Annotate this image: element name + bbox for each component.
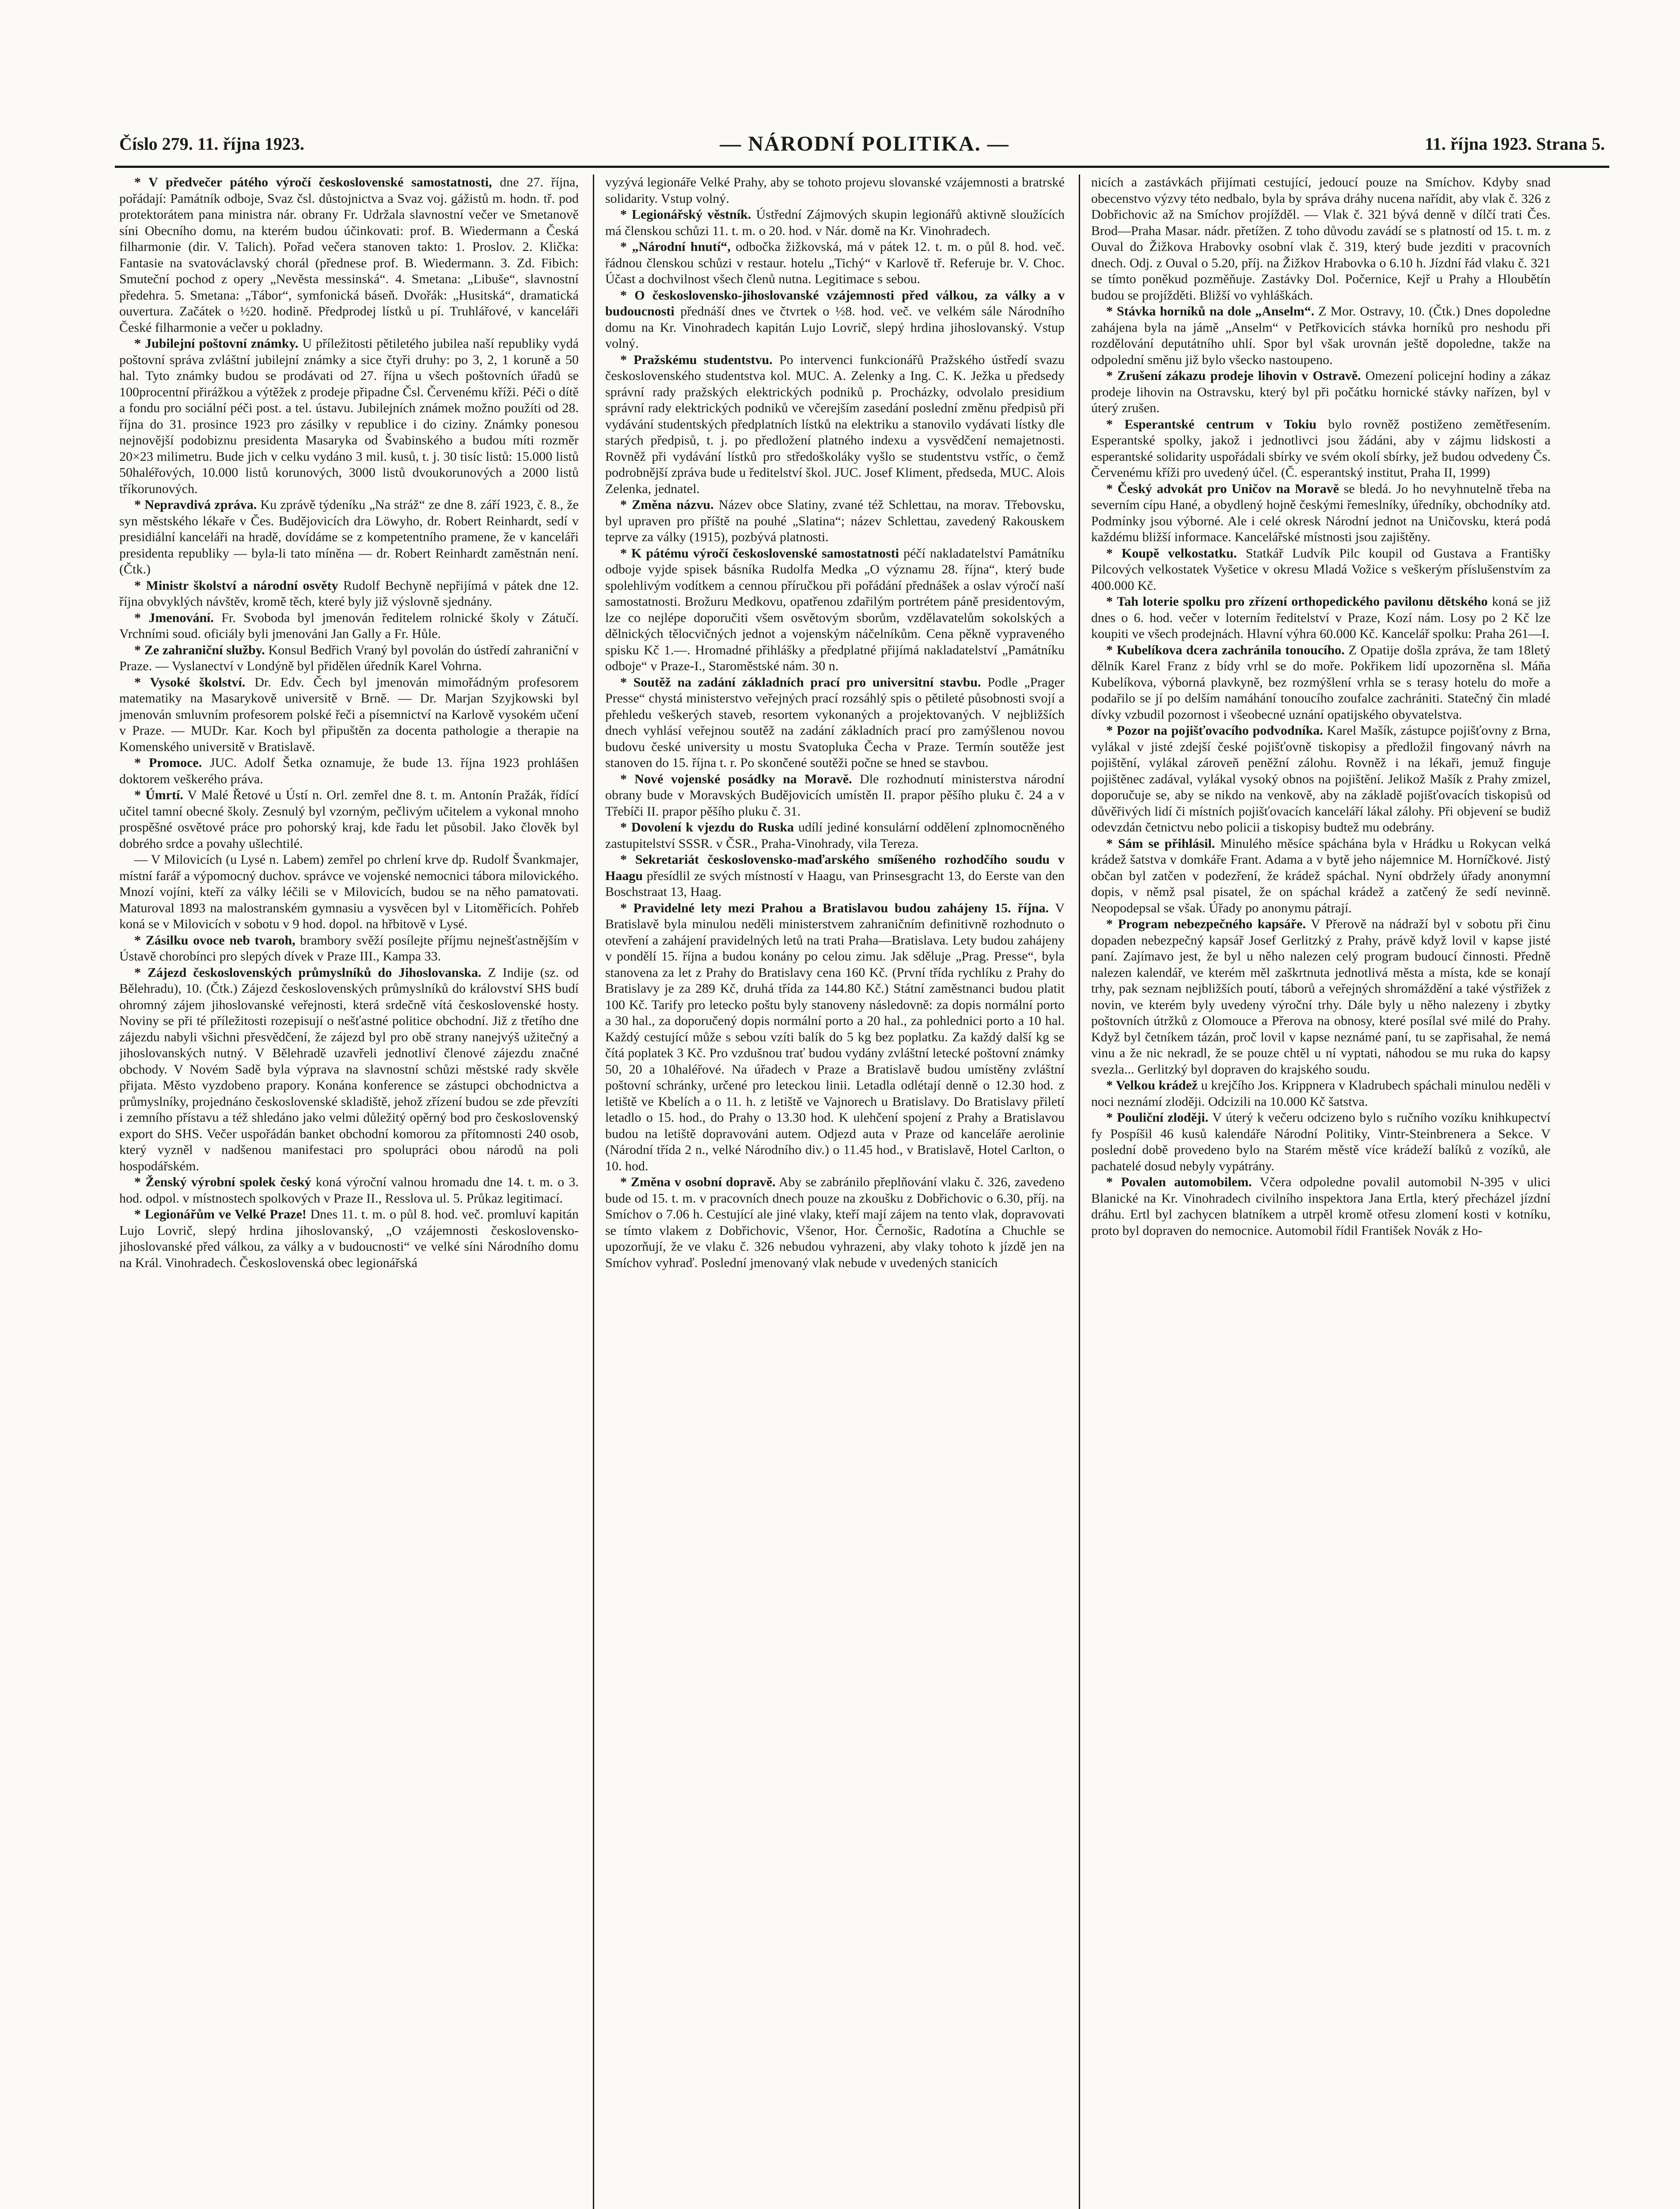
news-headline: * Tah loterie spolku pro zřízení orthopedického pavilonu dětského xyxy=(1106,594,1488,609)
news-headline: * Změna v osobní dopravě. xyxy=(620,1175,776,1189)
news-text: péčí nakladatelství Památníku odboje vyjde spisek básníka Rudolfa Medka „O významu 28. října“, který bude spolehlivým vodítkem a cennou příručkou při pořádání přednášek a oslav výročí naší samostatnosti. Brožuru Medkovu, opatřenou zdařilým portrétem páně presidentovým, lze co nejlépe doporučiti všem osvětovým sborům, vzdělavatelům sokolských a dělnických tělocvičných jednot a vojenským náčelníkům. Cena pěkně vypraveného spisku Kč 1.—. Hromadné přihlášky a předplatné přijímá nakladatelství „Památníku odboje“ v Praze-I., Staroměstské nám. 30 n. xyxy=(605,546,1065,673)
column-divider xyxy=(593,175,594,2209)
news-item xyxy=(119,787,579,852)
news-item xyxy=(1091,304,1551,368)
news-text: U příležitosti pětiletého jubilea naší republiky vydá poštovní správa zvláštní jubilejní známky a sice čtyři druhy: po 3, 2, 1 koruně a 50 hal. Tyto známky budou se prodávati od 27. října u všech poštovních úřadů se 100procentní přirážkou a výtěžek z prodeje připadne Čsl. Červenému kříži. Péči o dítě a fondu pro sociální péči post. a tel. ústavu. Jubilejních známek možno použíti od 28. října do 31. prosince 1923 pro zásilky v republice i do ciziny. Známky ponesou nejnovější podobiznu presidenta Masaryka od Švabinského a budou míti rozměr 20×23 milimetru. Bude jich v celku vydáno 3 mil. kusů, t. j. 30 tisíc listů: 15.000 listů 50haléřových, 10.000 listů korunových, 3000 listů dvoukorunových a 2000 listů tříkorunových. xyxy=(119,336,579,496)
news-headline: * Povalen automobilem. xyxy=(1106,1175,1252,1189)
news-text: Konsul Bedřich Vraný byl povolán do ústředí zahraniční v Praze. — Vyslanectví v Londýně byl přidělen úředník Karel Vohrna. xyxy=(119,642,579,673)
news-item xyxy=(119,1207,579,1271)
news-item xyxy=(605,771,1065,820)
news-item xyxy=(605,288,1065,352)
news-item xyxy=(605,820,1065,852)
news-text: Dle rozhodnutí ministerstva národní obrany bude v Moravských Budějovicích umístěn II. prapor pěšího pluku č. 24 a v Třebíči II. prapor pěšího pluku č. 31. xyxy=(605,771,1065,819)
news-headline: * Stávka horníků na dole „Anselm“. xyxy=(1106,304,1315,319)
news-headline: * V předvečer pátého výročí československé samostatnosti, xyxy=(134,175,492,190)
news-text: Dnes 11. t. m. o půl 8. hod. več. promluví kapitán Lujo Lovrič, slepý hrdina jihoslovanský, „O vzájemnosti československo-jihoslovanské před válkou, za války a v budoucnosti“ ve velké síni Národního domu na Král. Vinohradech. Československá obec legionářská xyxy=(119,1207,579,1270)
news-item xyxy=(119,1174,579,1207)
news-headline: * Zájezd československých průmyslníků do Jihoslovanska. xyxy=(134,965,482,980)
news-item xyxy=(605,900,1065,1175)
news-headline: * Ženský výrobní spolek český xyxy=(134,1175,311,1189)
news-text: Název obce Slatiny, zvané též Schlettau, na morav. Třebovsku, byl upraven pro příště na pouhé „Slatina“; název Schlettau, zavedený Rakouskem teprve za války (1915), pozbývá platnosti. xyxy=(605,497,1065,544)
column-1 xyxy=(119,175,579,2209)
news-item xyxy=(119,497,579,578)
news-item xyxy=(1091,175,1551,304)
news-text: Z Opatije došla zpráva, že tam 18letý dělník Karel Franz z bídy vrhl se do moře. Pokřikem lidí upozorněna sl. Máňa Kubelíkova, výborná plavkyně, bez rozmýšlení vrhla se s terasy hotelu do moře a podařilo se jí po delším namáhání tonoucího zoufalce zachrániti. Statečný čin mladé dívky vzbudil pozornost i všeobecné uznání opatijského obyvatelstva. xyxy=(1091,642,1551,722)
news-text: udílí jediné konsulární oddělení zplnomocněného zastupitelství SSSR. v ČSR., Praha-Vinohrady, vila Tereza. xyxy=(605,820,1065,851)
news-headline: * Pražskému studentstvu. xyxy=(620,352,773,367)
news-headline: * Jmenování. xyxy=(134,610,214,625)
news-text: koná výroční valnou hromadu dne 14. t. m. o 3. hod. odpol. v místnostech spolkových v Praze II., Resslova ul. 5. Průkaz legitimací. xyxy=(119,1175,579,1206)
news-item xyxy=(119,933,579,965)
news-item xyxy=(605,352,1065,497)
news-item xyxy=(119,642,579,675)
news-text: vyzývá legionáře Velké Prahy, aby se tohoto projevu slovanské vzájemnosti a bratrské solidarity. Vstup volný. xyxy=(605,175,1065,206)
news-text: Statkář Ludvík Pilc koupil od Gustava a Františky Pilcových velkostatek Vyšetice v okresu Mladá Vožice s veškerým příslušenstvím za 400.000 Kč. xyxy=(1091,546,1551,593)
news-text: nicích a zastávkách přijímati cestující, jedoucí pouze na Smíchov. Kdyby snad obecenstvo výzvy této nedbalo, byla by správa dráhy nucena nařídit, aby vlak č. 326 z Dobřichovic až na Smíchov projížděl. — Vlak č. 321 bývá denně v dílčí trati Čes. Brod—Praha Masar. nádr. přetížen. Z toho důvodu zavádí se s platností od 15. t. m. z Ouval do Žižkova Hrabovky osobní vlak č. 319, který bude jezditi v pracovních dnech. Odj. z Ouval o 5.20, příj. na Žižkov Hrabovka o 6.10 h. Jízdní řád vlaku č. 321 se tímto poněkud pozměňuje. Zastávky Dol. Počernice, Kejř u Prahy a Hloubětín budou se projížděti. Bližší vo vyhláškách. xyxy=(1091,175,1551,303)
issue-number-date: Číslo 279. 11. října 1923. xyxy=(119,133,304,154)
news-text: přesídlil ze svých místností v Haagu, van Prinsesgracht 13, do Eerste van den Boschstraat 13, Haag. xyxy=(605,868,1065,899)
news-headline: * Pouliční zloději. xyxy=(1106,1110,1209,1125)
news-headline: * Sekretariát československo-maďarského smíšeného rozhodčího soudu v Haagu xyxy=(605,852,1065,883)
news-text: Minulého měsíce spáchána byla v Hrádku u Rokycan velká krádež šatstva v domkáře Frant. Adama a v bytě jeho nájemnice M. Horníčkové. Jistý občan byl zatčen v podezření, že krádež spáchal. Nyní obdržely úřady anonymní dopis, v němž psal pisatel, že on spáchal krádež a zatčený že sedí nevinně. Neopodepsal se však. Úřady po anonymu pátrají. xyxy=(1091,836,1551,915)
news-item xyxy=(1091,642,1551,723)
news-text: u krejčího Jos. Krippnera v Kladrubech spáchali minulou neděli v noci neznámí zloději. Odcizili na 10.000 Kč šatstva. xyxy=(1091,1078,1551,1109)
news-text: JUC. Adolf Šetka oznamuje, že bude 13. října 1923 prohlášen doktorem veškerého práva. xyxy=(119,755,579,786)
news-text: V úterý k večeru odcizeno bylo s ručního vozíku knihkupectví fy Pospíšil 46 kusů kalendáře Národní Politiky, Vintr-Steinbrenera a Sekce. V poslední době provedeno bylo na Starém městě více krádeží balíků z vozíků, ale pachatelé dosud nebyly vypátrány. xyxy=(1091,1110,1551,1173)
news-text: Karel Mašík, zástupce pojišťovny z Brna, vylákal v jisté zdejší české pojišťovně tiskopisy a předložil fingovaný návrh na pojištění, vylákal zároveň peněžní zálohu. Rovněž i na lékaři, jemuž finguje pojištěnec zadával, vylákal vysoký obnos na pojištění. Jelikož Mašík z Prahy zmizel, doporučuje se, aby se nikdo na venkově, aby na základě pojišťovacích tiskopisů od důvěřivých lidí či místních pojišťovacích kanceláří lákal zálohy. Při objevení se budiž odevzdán četnictvu nebo policii a tiskopisy budtež mu odebrány. xyxy=(1091,723,1551,835)
column-divider xyxy=(1079,175,1080,2209)
news-headline: * Nové vojenské posádky na Moravě. xyxy=(620,771,852,786)
masthead-title: — NÁRODNÍ POLITIKA. — xyxy=(720,132,1009,156)
news-item xyxy=(605,675,1065,771)
news-text: Z Indije (sz. od Bělehradu), 10. (Čtk.) Zájezd československých průmyslníků do království SHS budí ohromný zájem jihoslovanské veřejnosti, která srdečně vítá československé hosty. Noviny se při té příležitosti rozepisují o nešťastné politice obchodní. Již z třetího dne zájezdu nabyli všichni přesvědčení, že zájezd byl pro obě strany nanejvýš užitečný a jihoslovanských nutný. V Bělehradě uzavřeli jednotliví členové zájezdu značné obchody. V Novém Sadě byla výprava na slavnostní schůzi městské rady skvěle přijata. Město vyzdobeno prapory. Konána konference se zástupci obchodnictva a průmyslníky, projednáno československé skladiště, jehož zřízení budou se zde převzíti i zemního přístavu a též shledáno jako velmi důležitý opěrný bod pro československý export do SHS. Večer uspořádán banket obchodní komorou za přítomnosti 240 osob, který vyzněl v nadšenou manifestaci pro spolupráci obou národů na poli hospodářském. xyxy=(119,965,579,1173)
news-text: Dr. Edv. Čech byl jmenován mimořádným profesorem matematiky na Masarykově universitě v Brně. — Dr. Marjan Szyjkowski byl jmenován smluvním profesorem polské řeči a písemnictví na Karlově vysokém učení v Praze. — MUDr. Kar. Koch byl připuštěn za docenta pathologie a therapie na Komenského universitě v Bratislavě. xyxy=(119,675,579,754)
news-item xyxy=(119,852,579,933)
news-text: odbočka žižkovská, má v pátek 12. t. m. o půl 8. hod. več. řádnou členskou schůzi v restaur. hotelu „Tichý“ v Karlově tř. Referuje br. V. Choc. Účast a dochvilnost všech členů nutna. Legitimace s sebou. xyxy=(605,239,1065,286)
news-item xyxy=(1091,1174,1551,1239)
news-headline: * Zrušení zákazu prodeje lihovin v Ostravě. xyxy=(1106,368,1361,383)
news-item xyxy=(1091,836,1551,917)
news-item xyxy=(1091,368,1551,417)
news-text: Fr. Svoboda byl jmenován ředitelem rolnické školy v Zátučí. Vrchními soud. oficiály byli jmenováni Jan Gally a Fr. Hůle. xyxy=(119,610,579,641)
news-headline: * Pravidelné lety mezi Prahou a Bratislavou budou zahájeny 15. října. xyxy=(620,900,1049,915)
news-headline: * Legionářský věstník. xyxy=(620,207,751,222)
news-item xyxy=(119,675,579,755)
news-text: Podle „Prager Presse“ chystá ministerstvo veřejných prací rozsáhlý spis o pětileté působnosti svojí a přehledu veškerých staveb, resortem vykonaných a projektovaných. V nejbližších dnech vyhlásí veřejnou soutěž na zadání základních prací pro zamýšlenou novou budovu české university u mostu Svatopluka Čecha v Praze. Termín soutěže jest stanoven do 15. října t. r. Po skončené soutěži počne se hned se stavbou. xyxy=(605,675,1065,770)
news-item xyxy=(605,239,1065,288)
news-headline: * Vysoké školství. xyxy=(134,675,246,690)
column-2 xyxy=(605,175,1065,2209)
news-headline: * Program nebezpečného kapsáře. xyxy=(1106,917,1306,931)
date-page-number: 11. října 1923. Strana 5. xyxy=(1425,133,1605,154)
news-item xyxy=(1091,1110,1551,1174)
news-item xyxy=(119,336,579,497)
news-item xyxy=(605,1174,1065,1271)
news-text: Ústřední Zájmových skupin legionářů aktivně sloužících má členskou schůzi 11. t. m. o 20. hod. v Nár. domě na Kr. Vinohradech. xyxy=(605,207,1065,238)
header-rule xyxy=(115,166,1609,168)
news-headline: * Pozor na pojišťovacího podvodníka. xyxy=(1106,723,1323,738)
news-text: Po intervenci funkcionářů Pražského ústředí svazu československého studentstva kol. MUC. A. Zelenky a Ing. C. K. Ježka u předsedy správní rady pražských elektrických podniků p. Procházky, odvolalo presidium správní rady elektrických podniků ve včerejším zasedání poslední změnu předpisů při vydávání studentských předplatních lístků na elektriku a stanovilo vydávati lístky dle starých předpisů, t. j. po předložení platného indexu a vysvědčení nemajetnosti. Rovněž při vydávání lístků pro středoškoláky vyšlo se studentstvu vstříc, o čemž podrobnější zpráva bude u ředitelství škol. JUC. Josef Kliment, předseda, MUC. Alois Zelenka, jednatel. xyxy=(605,352,1065,496)
news-text: — V Milovicích (u Lysé n. Labem) zemřel po chrlení krve dp. Rudolf Švankmajer, místní farář a výpomocný duchov. správce ve vojenské nemocnici tábora milovického. Mnozí vojíni, kteří za války léčili se v Milovicích, budou se na něho pamatovati. Maturoval 1893 na malostranském gymnasiu a vysvěcen byl v Litoměřicích. Pohřeb koná se v Milovicích v sobotu v 9 hod. dopol. na hřbitově v Lysé. xyxy=(119,852,579,931)
news-headline: * Velkou krádež xyxy=(1106,1078,1198,1093)
news-headline: * O československo-jihoslovanské vzájemnosti před válkou, za války a v budoucnosti xyxy=(605,288,1065,319)
news-text: se bledá. Jo ho nevyhnutelně třeba na severním cípu Hané, a obydlený hojně českými řemeslníky, úředníky, obchodníky atd. Podmínky jsou výborné. Ale i celé okresk Národní jednot na Uničovsku, která podá každému bližší informace. Kancelářské místnosti jsou zajištěny. xyxy=(1091,481,1551,544)
news-text: V Přerově na nádraží byl v sobotu při činu dopaden nebezpečný kapsář Josef Gerlitzký z Prahy, právě když lovil v kapse jisté paní. Zajímavo jest, že byl u něho nalezen celý program budoucí činnosti. Předně nalezen kalendář, ve kterém měl zaškrtnuta jednotlivá města a místa, kde se konají trhy, pak seznam nejbližších poutí, táborů a veřejných shromáždění a také výstřižek z novin, ve kterém byly uvedeny výroční trhy. Dále byly u něho nalezeny i zbytky poštovních útržků z Olomouce a Přerova na obnosy, které posílal své milé do Prahy. Když byl četníkem tázán, proč lovil v kapse neznámé paní, tu se zapřisahal, že nemá vinu a že nic nekradl, že se pouze chtěl u ní vyptati, náhodou se mu ruka do kapsy svezla... Gerlitzký byl dopraven do krajského soudu. xyxy=(1091,917,1551,1077)
news-headline: * Ministr školství a národní osvěty xyxy=(134,578,338,593)
news-headline: * Jubilejní poštovní známky. xyxy=(134,336,299,351)
news-text: Včera odpoledne povalil automobil N-395 v ulici Blanické na Kr. Vinohradech civilního inspektora Jana Ertla, který přecházel jízdní dráhu. Ertl byl zachycen blatníkem a utrpěl kromě otřesu zlomení kosti v kotníku, proto byl dopraven do nemocnice. Automobil řídil František Novák z Ho- xyxy=(1091,1175,1551,1238)
news-item xyxy=(1091,1078,1551,1110)
news-headline: * Změna názvu. xyxy=(620,497,714,512)
news-headline: * Promoce. xyxy=(134,755,202,770)
news-item xyxy=(605,207,1065,239)
news-text: koná se již dnes o 6. hod. večer v loterním ředitelství v Praze, Kozí nám. Losy po 2 Kč lze koupiti ve všech prodejnách. Hlavní výhra 60.000 Kč. Kancelář spolku: Praha 261—I. xyxy=(1091,594,1551,641)
news-item xyxy=(1091,916,1551,1078)
news-headline: * Sám se přihlásil. xyxy=(1106,836,1215,851)
news-item xyxy=(605,852,1065,900)
news-text: Ku zprávě týdeníku „Na stráž“ ze dne 8. září 1923, č. 8., že syn městského lékaře v Čes. Budějovicích dra Löwyho, dr. Robert Reinhardt, sedí v presidiální kanceláři na hradě, dovídáme se z kompetentního pramene, že v kanceláři presidenta republiky — byla-li tato míněna — dr. Robert Reinhardt zaměstnán není. (Čtk.) xyxy=(119,497,579,577)
news-headline: * Zásilku ovoce neb tvaroh, xyxy=(134,933,296,948)
news-item xyxy=(1091,723,1551,836)
news-headline: * Ze zahraniční služby. xyxy=(134,642,265,657)
news-item xyxy=(1091,417,1551,481)
column-3 xyxy=(1091,175,1551,2209)
news-item xyxy=(605,497,1065,546)
news-text: V Malé Řetové u Ústí n. Orl. zemřel dne 8. t. m. Antonín Pražák, řídící učitel tamní obecné školy. Zesnulý byl vzorným, pečlivým učitelem a vykonal mnoho prospěšné osvětové práce pro pohorský kraj, kde řadu let působil. Jako člověk byl dobrého srdce a povahy ušlechtilé. xyxy=(119,788,579,851)
news-text: přednáší dnes ve čtvrtek o ½8. hod. več. ve velkém sále Národního domu na Kr. Vinohradech kapitán Lujo Lovrič, slepý hrdina jihoslovanský. Vstup volný. xyxy=(605,304,1065,351)
news-headline: * Soutěž na zadání základních prací pro universitní stavbu. xyxy=(620,675,981,690)
news-headline: * Legionářům ve Velké Praze! xyxy=(134,1207,307,1222)
news-text: V Bratislavě byla minulou neděli ministerstvem zahraničním definitivně rozhodnuto o otevření a zahájení pravidelných letů na trati Praha—Bratislava. Lety budou zahájeny v pondělí 15. října a budou konány po celou zimu. Jak sděluje „Prag. Presse“, byla stanovena za let z Prahy do Bratislavy cena 160 Kč. (První třída rychlíku z Prahy do Bratislavy je za 289 Kč, druhá třída za 144.80 Kč.) Státní zaměstnanci budou platit 100 Kč. Tarify pro letecko poštu byly stanoveny následovně: za dopis normální porto a 30 hal., za doporučený dopis normální porto a 20 hal., za pohlednici porto a 10 hal. Každý cestující může s sebou vzíti balík do 5 kg bez poplatku. Za každý další kg se čítá poplatek 3 Kč. Pro vzdušnou trať budou vydány zvláštní letecké poštovní známky 50, 20 a 10haléřové. Na úřadech v Praze a Bratislavě budou umístěny zvláštní poštovní schránky, určené pro leteckou linii. Letadla odlétají denně o 12.30 hod. z letiště ve Kbelích a o 11. h. z letiště ve Vajnorech u Bratislavy. Do Bratislavy přiletí letadlo o 15. hod., do Prahy o 13.30 hod. K ulehčení spojení z Prahy a Bratislavou budou na letiště dopravováni autem. Odjezd auta v Praze od kanceláře aerolinie (Národní třída 2 n., velké Národního div.) o 11.45 hod., v Bratislavě, Hotel Carlton, o 10. hod. xyxy=(605,900,1065,1173)
news-headline: * „Národní hnutí“, xyxy=(620,239,731,254)
news-headline: * Úmrtí. xyxy=(134,788,183,802)
news-text: Z Mor. Ostravy, 10. (Čtk.) Dnes dopoledne zahájena byla na jámě „Anselm“ v Petřkovicích stávka horníků pro neshodu při rozdělování deputátního uhlí. Spor byl však urovnán ještě dopoledne, takže na odpolední směnu již bylo všecko nastoupeno. xyxy=(1091,304,1551,367)
news-text: Rudolf Bechyně nepřijímá v pátek dne 12. října obvyklých návštěv, kromě těch, které byly již výslovně sjednány. xyxy=(119,578,579,609)
news-item xyxy=(119,175,579,336)
news-item xyxy=(1091,594,1551,642)
news-headline: * Kubelíkova dcera zachránila tonoucího. xyxy=(1106,642,1345,657)
news-item xyxy=(605,175,1065,207)
page-header xyxy=(119,128,1605,159)
news-text: Aby se zabránilo přeplňování vlaku č. 326, zavedeno bude od 15. t. m. v pracovních dnech pouze na zkoušku z Dobřichovic o 6.30, příj. na Smíchov o 7.06 h. Cestující ale jiné vlaky, kteří mají zájem na tento vlak, dopravovati se tímto vlakem z Dobřichovic, Všenor, Hor. Černošic, Radotína a Chuchle se upozorňují, že ve vlaku č. 326 nebudou vyhrazeni, aby vlaky tohoto k jízdě jen na Smíchov vyhraď. Poslední jmenovaný vlak nebude v uvedených stanicích xyxy=(605,1175,1065,1270)
news-item xyxy=(119,578,579,610)
news-headline: * Koupě velkostatku. xyxy=(1106,546,1237,561)
news-text: dne 27. října, pořádají: Památník odboje, Svaz čsl. důstojnictva a Svaz voj. gážistů m. hodn. tř. pod protektorátem pana ministra nár. obrany Fr. Udržala slavnostní večer ve Smetanově síni Obecního domu, na kterém budou účinkovati: prof. B. Wiedermann a Česká filharmonie (dir. V. Talich). Pořad večera stanoven takto: 1. Proslov. 2. Klička: Fantasie na svatováclavský chorál (přednese prof. B. Wiedermann. 3. Zd. Fibich: Smuteční pochod z opery „Nevěsta messinská“. 4. Smetana: „Libuše“, slavnostní předehra. 5. Smetana: „Tábor“, symfonická báseň. Dvořák: „Husitská“, dramatická ouvertura. Začátek o ½20. hodině. Předprodej lístků u pí. Truhlářové, v kanceláři České filharmonie a večer u pokladny. xyxy=(119,175,579,335)
news-headline: * K pátému výročí československé samostatnosti xyxy=(620,546,899,561)
news-text: Omezení policejní hodiny a zákaz prodeje lihovin na Ostravsku, který byl při počátku hornické stávky nařízen, byl v úterý zrušen. xyxy=(1091,368,1551,415)
news-headline: * Nepravdivá zpráva. xyxy=(134,497,257,512)
news-item xyxy=(1091,481,1551,546)
news-headline: * Dovolení k vjezdu do Ruska xyxy=(620,820,794,835)
news-text: bylo rovněž postiženo zemětřesením. Esperantské spolky, jakož i jednotlivci jsou žádáni, aby v zájmu lidskosti a esperantské solidarity uspořádali sbírky ve svém okolí sbírky, jež budou odvedeny Čs. Červenému kříži pro uvedený účel. (Č. esperantský institut, Praha II, 1999) xyxy=(1091,417,1551,480)
news-text: brambory svěží posílejte příjmu nejnešťastnějším v Ústavě chorobínci pro slepých dívek v Praze III., Kampa 33. xyxy=(119,933,579,964)
news-item xyxy=(1091,546,1551,594)
news-item xyxy=(605,546,1065,675)
news-headline: * Esperantské centrum v Tokiu xyxy=(1106,417,1317,432)
news-item xyxy=(119,755,579,787)
news-item xyxy=(119,610,579,642)
news-headline: * Český advokát pro Uničov na Moravě xyxy=(1106,481,1339,496)
news-item xyxy=(119,965,579,1175)
